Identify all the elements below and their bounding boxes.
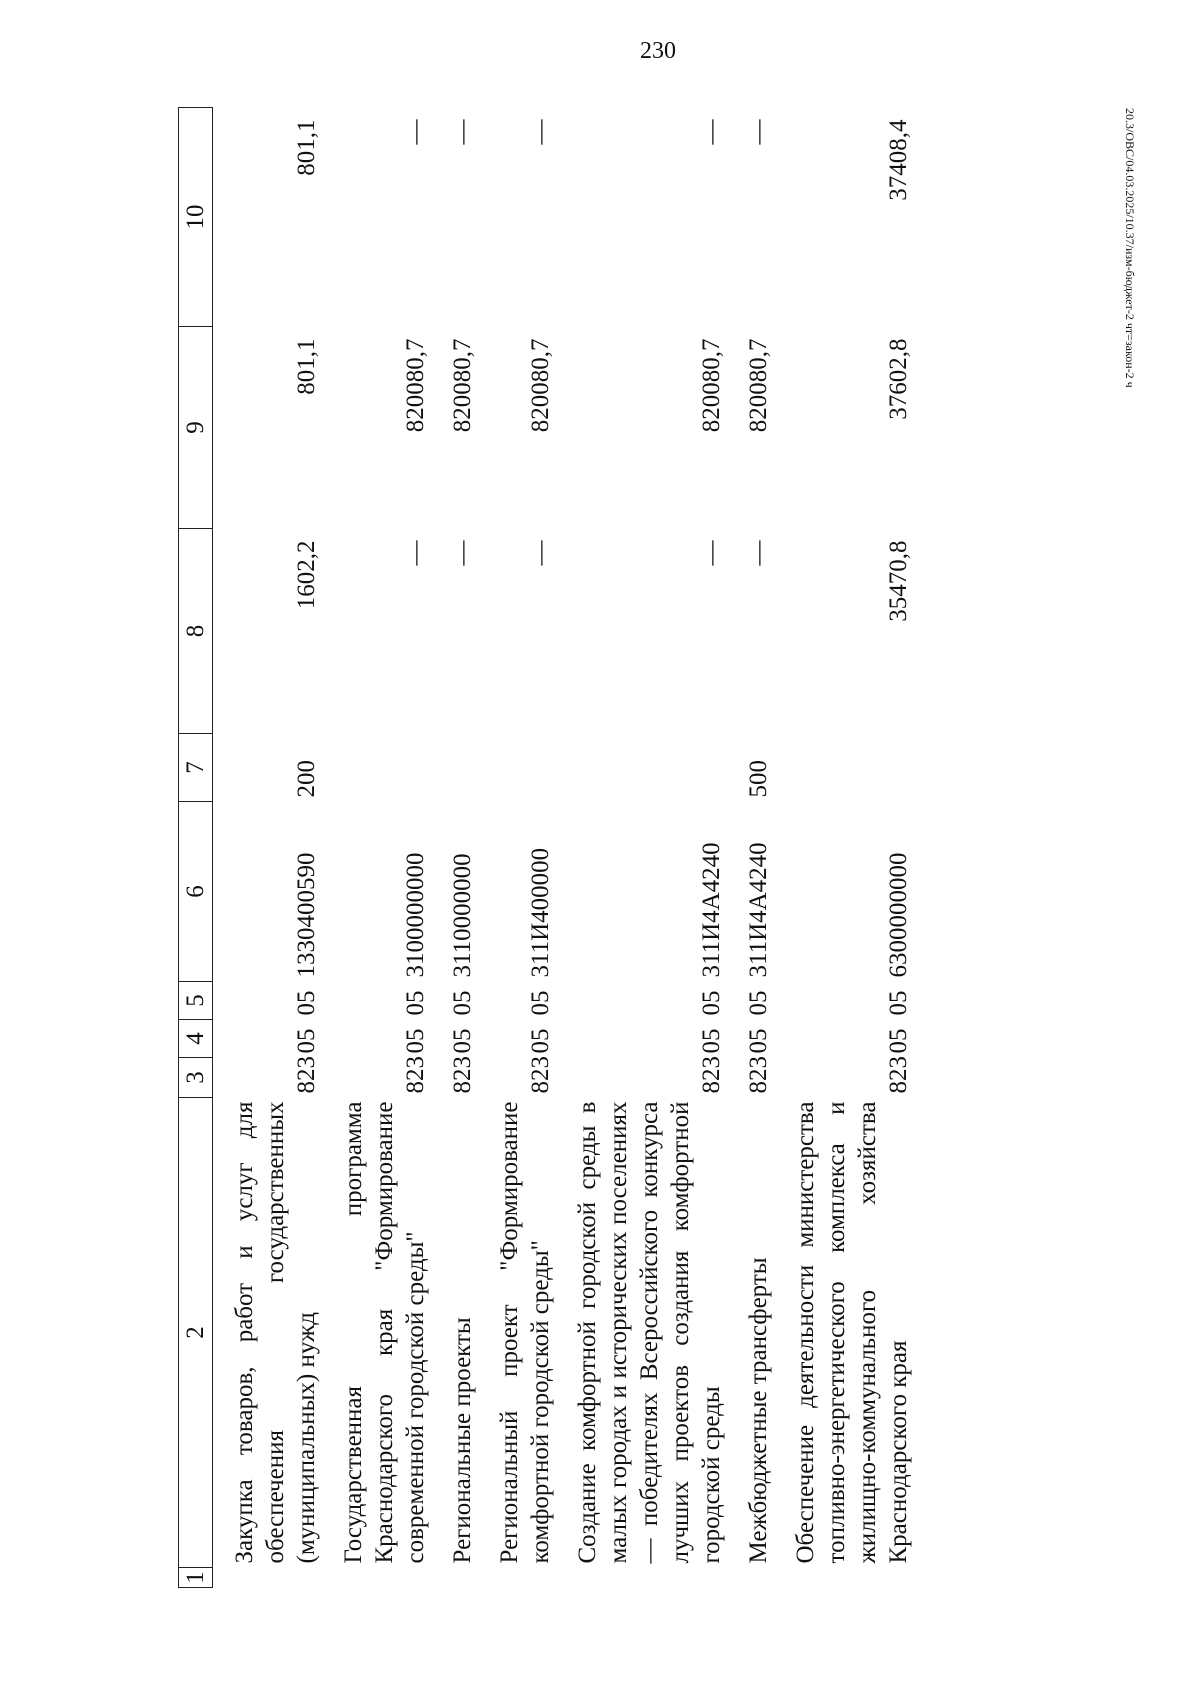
- amount-col-10: —: [745, 119, 772, 145]
- amount-col-8: —: [449, 540, 476, 566]
- subsection-code: 05: [449, 990, 476, 1016]
- table-row: [727, 108, 774, 1588]
- expense-type-code: [556, 734, 727, 802]
- expense-type-code: [774, 734, 914, 802]
- amount-col-8: —: [402, 540, 429, 566]
- expense-type-code: 500: [745, 760, 772, 798]
- row-description: Региональный проект "Формирование комфортной городской среды": [496, 1101, 554, 1564]
- table-row: [774, 108, 914, 1588]
- document-footer-code: 20.3/ОВС/04.03.2025/10.37/изм-бюджет-2 чт=закон-2 ч: [1123, 108, 1137, 388]
- amount-col-10: —: [449, 119, 476, 145]
- amount-col-10: —: [402, 119, 429, 145]
- column-header: 1: [179, 1568, 213, 1588]
- amount-col-9: 820080,7: [402, 338, 429, 433]
- section-code: 05: [449, 1028, 476, 1054]
- section-code: 05: [402, 1028, 429, 1054]
- row-description: Региональные проекты: [449, 1317, 476, 1564]
- target-article-code: 3110000000: [449, 853, 476, 978]
- column-header: 7: [179, 734, 213, 802]
- expense-type-code: 200: [293, 760, 320, 798]
- column-header: 10: [179, 108, 213, 327]
- table-row: [322, 108, 431, 1588]
- expense-type-code: [322, 734, 431, 802]
- amount-col-8: —: [527, 540, 554, 566]
- column-header: 9: [179, 327, 213, 529]
- column-header: 4: [179, 1020, 213, 1058]
- target-article-code: 1330400590: [293, 852, 320, 978]
- row-description: Закупка товаров, работ и услуг для обеспечения государственных (муниципальных) нужд: [231, 1101, 320, 1564]
- department-code: 823: [885, 1056, 912, 1094]
- amount-col-9: 820080,7: [527, 338, 554, 433]
- section-code: 05: [293, 1028, 320, 1054]
- table-row: [556, 108, 727, 1588]
- department-code: 823: [745, 1056, 772, 1094]
- amount-col-9: 801,1: [293, 338, 320, 395]
- target-article-code: 311И4А4240: [698, 842, 725, 978]
- section-code: 05: [527, 1028, 554, 1054]
- target-article-code: 311И400000: [527, 847, 554, 978]
- table-row: [478, 108, 556, 1588]
- column-header: 8: [179, 529, 213, 734]
- subsection-code: 05: [293, 990, 320, 1016]
- target-article-code: 3100000000: [402, 852, 429, 978]
- row-description: Государственная программа Краснодарского края "Формирование современной городской среды": [340, 1101, 429, 1564]
- amount-col-9: 820080,7: [449, 338, 476, 433]
- department-code: 823: [527, 1056, 554, 1094]
- amount-col-9: 820080,7: [745, 338, 772, 433]
- target-article-code: 6300000000: [885, 852, 912, 978]
- target-article-code: 311И4А4240: [745, 842, 772, 978]
- department-code: 823: [698, 1056, 725, 1094]
- amount-col-8: 1602,2: [293, 540, 320, 610]
- expense-type-code: [431, 734, 478, 802]
- amount-col-10: 37408,4: [885, 119, 912, 201]
- amount-col-10: —: [527, 119, 554, 145]
- subsection-code: 05: [745, 990, 772, 1016]
- column-header: 3: [179, 1058, 213, 1098]
- expense-type-code: [478, 734, 556, 802]
- table-row: [431, 108, 478, 1588]
- table-header-row: [179, 108, 213, 1588]
- column-header: 2: [179, 1098, 213, 1568]
- subsection-code: 05: [527, 990, 554, 1016]
- column-header: 5: [179, 982, 213, 1020]
- page-number: 230: [640, 38, 676, 64]
- amount-col-8: 35470,8: [885, 540, 912, 622]
- amount-col-10: 801,1: [293, 119, 320, 176]
- section-code: 05: [885, 1028, 912, 1054]
- amount-col-9: 37602,8: [885, 338, 912, 420]
- amount-col-10: —: [698, 119, 725, 145]
- row-description: Создание комфортной городской среды в малых городах и исторических поселениях — победителях Всероссийского конкурса лучших проектов создания комфортной городской среды: [574, 1101, 725, 1564]
- amount-col-9: 820080,7: [698, 338, 725, 433]
- department-code: 823: [402, 1056, 429, 1094]
- row-description: Обеспечение деятельности министерства топливно-энергетического комплекса и жилищно-коммунального хозяйства Краснодарского края: [792, 1101, 912, 1564]
- table-row: [213, 108, 323, 1588]
- department-code: 823: [449, 1056, 476, 1094]
- section-code: 05: [698, 1028, 725, 1054]
- row-description: Межбюджетные трансферты: [745, 1257, 772, 1564]
- subsection-code: 05: [698, 990, 725, 1016]
- subsection-code: 05: [885, 990, 912, 1016]
- column-header: 6: [179, 802, 213, 982]
- department-code: 823: [293, 1056, 320, 1094]
- budget-table: [178, 107, 914, 1588]
- section-code: 05: [745, 1028, 772, 1054]
- amount-col-8: —: [745, 540, 772, 566]
- subsection-code: 05: [402, 990, 429, 1016]
- rotated-budget-table-sheet: [178, 108, 1083, 1588]
- amount-col-8: —: [698, 540, 725, 566]
